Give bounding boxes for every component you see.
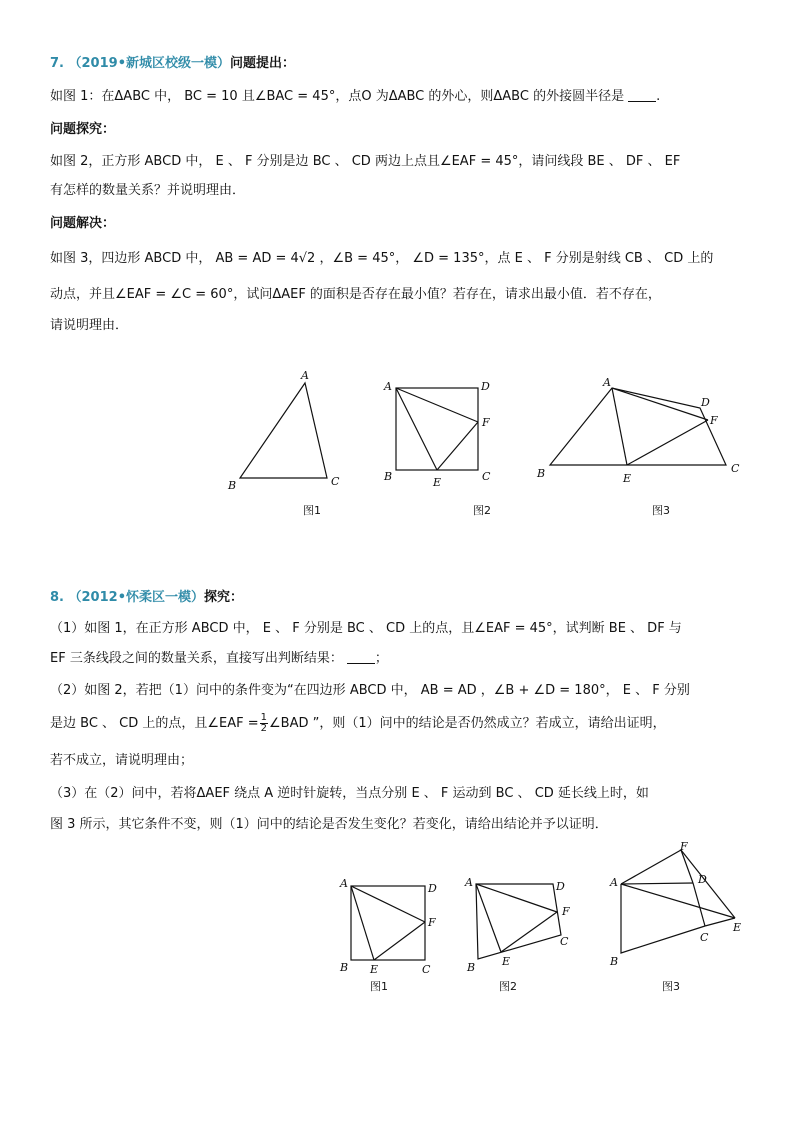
q8-figure-2 [464, 876, 570, 993]
q7-solve-line3: 请说明理由． [50, 318, 129, 333]
label-A: A [340, 877, 348, 890]
label-E: E [502, 955, 511, 968]
q8-label: 探究： [204, 590, 244, 605]
q8-part2-line3: 若不成立，请说明理由； [50, 753, 194, 768]
label-E: E [733, 921, 742, 934]
q7-figure-3 [536, 376, 740, 517]
segment-ae [612, 388, 627, 465]
q7-problem-statement: 如图 1：在ΔABC 中， BC = 10 且∠BAC = 45°，点O 为ΔABC 的外心，则ΔABC 的外接圆半径是 . [50, 89, 661, 104]
caption-fig3: 图3 [662, 980, 680, 993]
segment-df-extension [681, 850, 693, 883]
label-D: D [556, 880, 565, 893]
label-B: B [610, 955, 619, 968]
q8-source: （2012•怀柔区一模） [68, 590, 205, 605]
label-C: C [560, 935, 569, 948]
segment-ef [437, 422, 478, 470]
label-F: F [680, 840, 688, 853]
segment-ad [621, 883, 693, 884]
q7-label: 问题提出： [230, 56, 296, 71]
q8-part2-line1: （2）如图 2，若把（1）问中的条件变为“在四边形 ABCD 中， AB = AD ，∠B + ∠D = 180°， E 、 F 分别 [50, 683, 690, 698]
segment-ce-extension [705, 918, 735, 926]
segment-ef [501, 912, 557, 952]
caption-fig2: 图2 [473, 504, 491, 517]
q8-figure-1 [339, 877, 437, 993]
q7-solve-line2: 动点，并且∠EAF = ∠C = 60°，试问ΔAEF 的面积是否存在最小值？若存在，请求出最小值．若不存在， [50, 287, 661, 302]
segment-ef [681, 850, 735, 918]
segment-ef [374, 922, 425, 960]
segment-af [476, 884, 557, 912]
segment-af [621, 850, 681, 884]
label-B: B [228, 479, 237, 492]
sides-ab-bc [621, 884, 705, 953]
q8-part2-line2: 是边 BC 、 CD 上的点，且∠EAF = $\frac{1}{2}$ ∠BAD ”，则（1）问中的结论是否仍然成立？若成立，请给出证明， [50, 712, 666, 734]
q7-explore-line1: 如图 2，正方形 ABCD 中， E 、 F 分别是边 BC 、 CD 两边上点且∠EAF = 45°，请问线段 BE 、 DF 、 EF [50, 154, 681, 169]
label-D: D [701, 396, 710, 409]
label-B: B [384, 470, 393, 483]
label-A: A [384, 380, 392, 393]
q7-explore-line2: 有怎样的数量关系？并说明理由． [50, 183, 246, 198]
segment-ae [476, 884, 501, 952]
q8-part3-line2: 图 3 所示，其它条件不变，则（1）问中的结论是否发生变化？若变化，请给出结论并予以证明． [50, 817, 608, 832]
label-E: E [433, 476, 442, 489]
label-B: B [340, 961, 349, 974]
segment-af [612, 388, 708, 420]
quadrilateral-abcd [476, 884, 561, 959]
label-B: B [467, 961, 476, 974]
q7-section-explore: 问题探究： [50, 122, 116, 137]
segment-ae [621, 884, 735, 918]
segment-ae [396, 388, 437, 470]
q8-number: 8. [50, 590, 64, 605]
segment-ef [627, 420, 708, 465]
q7-number: 7. [50, 56, 64, 71]
label-D: D [481, 380, 490, 393]
label-D: D [428, 882, 437, 895]
label-A: A [301, 369, 309, 382]
segment-dc [693, 883, 705, 926]
segment-af [396, 388, 478, 422]
q8-part1-line1: （1）如图 1，在正方形 ABCD 中， E 、 F 分别是 BC 、 CD 上的点，且∠EAF = 45°，试判断 BE 、 DF 与 [50, 621, 682, 636]
q7-section-solve: 问题解决： [50, 216, 116, 231]
q7-figure-2 [383, 380, 491, 517]
label-E: E [623, 472, 632, 485]
square-abcd [396, 388, 478, 470]
label-B: B [537, 467, 546, 480]
label-C: C [700, 931, 709, 944]
label-C: C [422, 963, 431, 976]
label-C: C [482, 470, 491, 483]
caption-fig3: 图3 [652, 504, 670, 517]
fraction-one-half: $\frac{1}{2}$ [260, 712, 268, 734]
label-A: A [465, 876, 473, 889]
label-F: F [482, 416, 490, 429]
label-F: F [710, 414, 718, 427]
label-D: D [698, 873, 707, 886]
label-A: A [610, 876, 618, 889]
label-A: A [603, 376, 611, 389]
segment-ae [351, 886, 374, 960]
q8-part1-line2: EF 三条线段之间的数量关系，直接写出判断结果： ； [50, 651, 388, 666]
q8-part3-line1: （3）在（2）问中，若将ΔAEF 绕点 A 逆时针旋转，当点分别 E 、 F 运动到 BC 、 CD 延长线上时，如 [50, 786, 649, 801]
triangle-abc [240, 383, 327, 478]
q8-figure-3 [609, 840, 741, 993]
label-C: C [331, 475, 340, 488]
caption-fig1: 图1 [303, 504, 321, 517]
caption-fig2: 图2 [499, 980, 517, 993]
segment-af [351, 886, 425, 922]
label-F: F [562, 905, 570, 918]
label-E: E [370, 963, 379, 976]
quadrilateral-abcd [550, 388, 726, 465]
label-C: C [731, 462, 740, 475]
q7-source: （2019•新城区校级一模） [68, 56, 231, 71]
label-F: F [428, 916, 436, 929]
caption-fig1: 图1 [370, 980, 388, 993]
q7-figure-1 [227, 369, 340, 517]
q7-solve-line1: 如图 3，四边形 ABCD 中， AB = AD = 4√2 ，∠B = 45°， ∠D = 135°，点 E 、 F 分别是射线 CB 、 CD 上的 [50, 251, 714, 266]
